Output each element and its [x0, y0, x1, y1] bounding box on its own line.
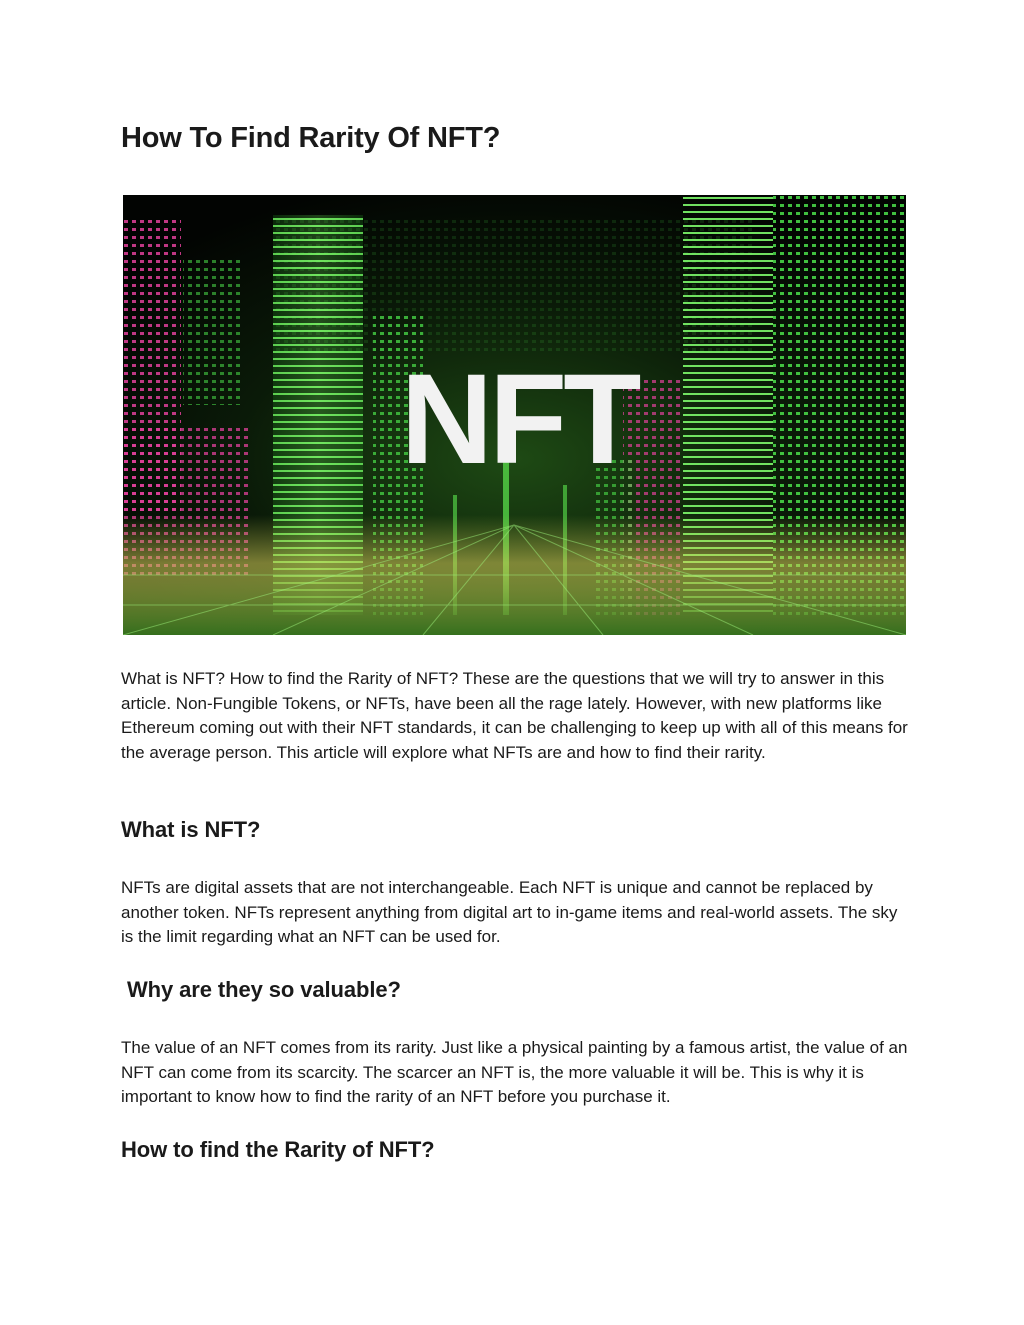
- hero-overlay-text: NFT: [400, 348, 638, 491]
- nft-cityscape-illustration: [123, 195, 906, 635]
- intro-paragraph: What is NFT? How to find the Rarity of NFT? These are the questions that we will try to answer in this article. Non-Fungible Tokens, or NFTs, have been all the rage lately. However, with new platforms like Ethereum coming out with their NFT standards, it can be challenging to keep up with all of this means for the average person. This article will explore what NFTs are and how to find their rarity.: [121, 669, 908, 762]
- page-title: How To Find Rarity Of NFT?: [121, 122, 501, 154]
- hero-image: [123, 195, 906, 635]
- section-heading-why-valuable: Why are they so valuable?: [127, 977, 401, 1002]
- section-body-what-is-nft: NFTs are digital assets that are not interchangeable. Each NFT is unique and cannot be replaced by another token. NFTs represent anything from digital art to in-game items and real-world assets. The sky is the limit regarding what an NFT can be used for.: [121, 878, 898, 946]
- section-heading-how-to-find-rarity: How to find the Rarity of NFT?: [121, 1137, 435, 1162]
- section-heading-what-is-nft: What is NFT?: [121, 817, 261, 842]
- section-body-why-valuable: The value of an NFT comes from its rarity. Just like a physical painting by a famous artist, the value of an NFT can come from its scarcity. The scarcer an NFT is, the more valuable it will be. This is why it is important to know how to find the rarity of an NFT before you purchase it.: [121, 1038, 908, 1106]
